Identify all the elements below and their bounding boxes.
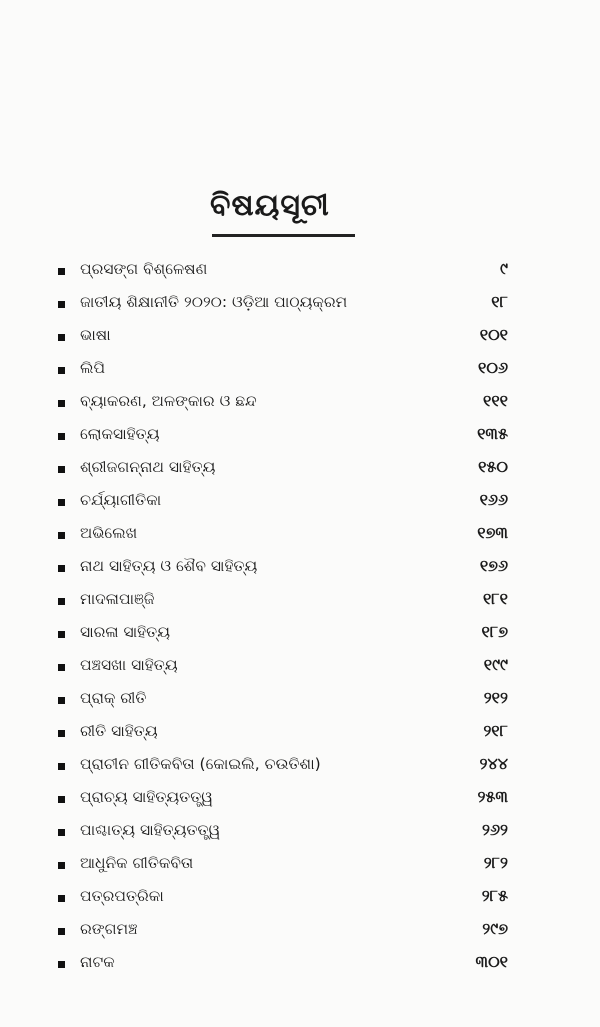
toc-entry — [0, 585, 600, 618]
toc-entry-page: ୨୮୫ — [481, 886, 508, 905]
toc-entry-page: ୧୦୧ — [479, 325, 508, 344]
toc-entry-page: ୧୮୭ — [481, 622, 508, 641]
toc-entry-title: ଅଭିଲେଖ — [80, 524, 138, 542]
toc-entry-title: ଭାଷା — [80, 326, 111, 344]
toc-entry-title: ପଞ୍ଚସଖା ସାହିତ୍ୟ — [80, 656, 178, 674]
page-title: ବିଷୟସୂଚୀ — [210, 188, 330, 223]
toc-entry — [0, 948, 600, 981]
toc-entry-title: ଜାତୀୟ ଶିକ୍ଷାନୀତି ୨୦୨୦: ଓଡ଼ିଆ ପାଠ୍ୟକ୍ରମ — [80, 293, 348, 311]
toc-entry-title: ରୀତି ସାହିତ୍ୟ — [80, 722, 158, 740]
square-bullet-icon — [58, 565, 65, 572]
square-bullet-icon — [58, 631, 65, 638]
table-of-contents — [0, 255, 600, 981]
square-bullet-icon — [58, 928, 65, 935]
toc-entry-page: ୧୫୦ — [478, 457, 508, 476]
toc-entry — [0, 486, 600, 519]
toc-entry-page: ୨୧୮ — [483, 721, 508, 740]
toc-entry-page: ୧୮୧ — [482, 589, 508, 608]
toc-entry-title: ଶ୍ରୀଜଗନ୍ନାଥ ସାହିତ୍ୟ — [80, 458, 216, 476]
toc-entry — [0, 519, 600, 552]
square-bullet-icon — [58, 466, 65, 473]
toc-entry-title: ମାଦଳାପାଞ୍ଜି — [80, 590, 155, 608]
toc-entry-page: ୧୯୯ — [483, 655, 508, 674]
square-bullet-icon — [58, 961, 65, 968]
toc-entry-page: ୯ — [500, 259, 508, 278]
toc-entry — [0, 816, 600, 849]
toc-entry-title: ପାଶ୍ଚାତ୍ୟ ସାହିତ୍ୟତତ୍ତ୍ୱ — [80, 821, 221, 839]
toc-entry-title: ଲିପି — [80, 359, 106, 377]
square-bullet-icon — [58, 829, 65, 836]
toc-entry-page: ୨୫୩ — [477, 787, 508, 806]
toc-entry-page: ୨୬୨ — [482, 820, 508, 839]
toc-entry — [0, 354, 600, 387]
toc-entry-title: ନାଥ ସାହିତ୍ୟ ଓ ଶୈବ ସାହିତ୍ୟ — [80, 557, 258, 575]
toc-entry-page: ୧୭୬ — [479, 556, 508, 575]
toc-entry — [0, 717, 600, 750]
toc-entry — [0, 618, 600, 651]
square-bullet-icon — [58, 664, 65, 671]
square-bullet-icon — [58, 862, 65, 869]
toc-entry — [0, 684, 600, 717]
toc-entry — [0, 387, 600, 420]
toc-entry-title: ଆଧୁନିକ ଗୀତିକବିତା — [80, 854, 194, 872]
toc-entry — [0, 288, 600, 321]
square-bullet-icon — [58, 400, 65, 407]
toc-entry-title: ଲୋକସାହିତ୍ୟ — [80, 425, 160, 443]
toc-entry — [0, 321, 600, 354]
toc-entry-title: ପ୍ରସଙ୍ଗ ବିଶ୍ଳେଷଣ — [80, 260, 208, 278]
toc-entry-page: ୨୯୭ — [482, 919, 508, 938]
toc-entry-title: ରଙ୍ଗମଞ୍ଚ — [80, 920, 138, 938]
toc-entry — [0, 552, 600, 585]
toc-entry-title: ଚର୍ଯ୍ୟାଗୀତିକା — [80, 491, 162, 509]
toc-entry — [0, 882, 600, 915]
toc-entry-page: ୩୦୧ — [475, 952, 508, 971]
toc-entry-title: ପତ୍ରପତ୍ରିକା — [80, 887, 164, 905]
square-bullet-icon — [58, 334, 65, 341]
toc-entry-page: ୨୪୪ — [479, 754, 508, 773]
toc-entry-title: ପ୍ରାଚୀନ ଗୀତିକବିତା (କୋଇଲି, ଚଉତିଶା) — [80, 755, 321, 773]
toc-entry-title: ସାରଳା ସାହିତ୍ୟ — [80, 623, 170, 641]
toc-entry-title: ନାଟକ — [80, 953, 115, 971]
square-bullet-icon — [58, 763, 65, 770]
toc-entry-page: ୧୭୩ — [477, 523, 508, 542]
toc-entry — [0, 453, 600, 486]
square-bullet-icon — [58, 268, 65, 275]
square-bullet-icon — [58, 730, 65, 737]
square-bullet-icon — [58, 895, 65, 902]
toc-entry — [0, 651, 600, 684]
square-bullet-icon — [58, 301, 65, 308]
toc-entry-page: ୧୧୧ — [482, 391, 508, 410]
toc-entry-page: ୧୩୫ — [477, 424, 508, 443]
toc-entry-page: ୧୮ — [491, 292, 508, 311]
toc-entry-page: ୨୮୨ — [483, 853, 508, 872]
toc-entry — [0, 915, 600, 948]
toc-entry-title: ବ୍ୟାକରଣ, ଅଳଙ୍କାର ଓ ଛନ୍ଦ — [80, 392, 257, 410]
toc-entry-title: ପ୍ରାକ୍ ରୀତି — [80, 689, 147, 707]
square-bullet-icon — [58, 697, 65, 704]
square-bullet-icon — [58, 598, 65, 605]
square-bullet-icon — [58, 532, 65, 539]
title-underline — [212, 234, 355, 237]
square-bullet-icon — [58, 367, 65, 374]
toc-entry — [0, 750, 600, 783]
toc-entry-title: ପ୍ରାଚ୍ୟ ସାହିତ୍ୟତତ୍ତ୍ୱ — [80, 788, 213, 806]
toc-entry — [0, 255, 600, 288]
toc-entry-page: ୨୧୨ — [483, 688, 508, 707]
toc-entry — [0, 420, 600, 453]
toc-entry-page: ୧୦୬ — [478, 358, 508, 377]
toc-entry-page: ୧୬୬ — [479, 490, 508, 509]
toc-entry — [0, 783, 600, 816]
square-bullet-icon — [58, 499, 65, 506]
toc-entry — [0, 849, 600, 882]
square-bullet-icon — [58, 433, 65, 440]
square-bullet-icon — [58, 796, 65, 803]
